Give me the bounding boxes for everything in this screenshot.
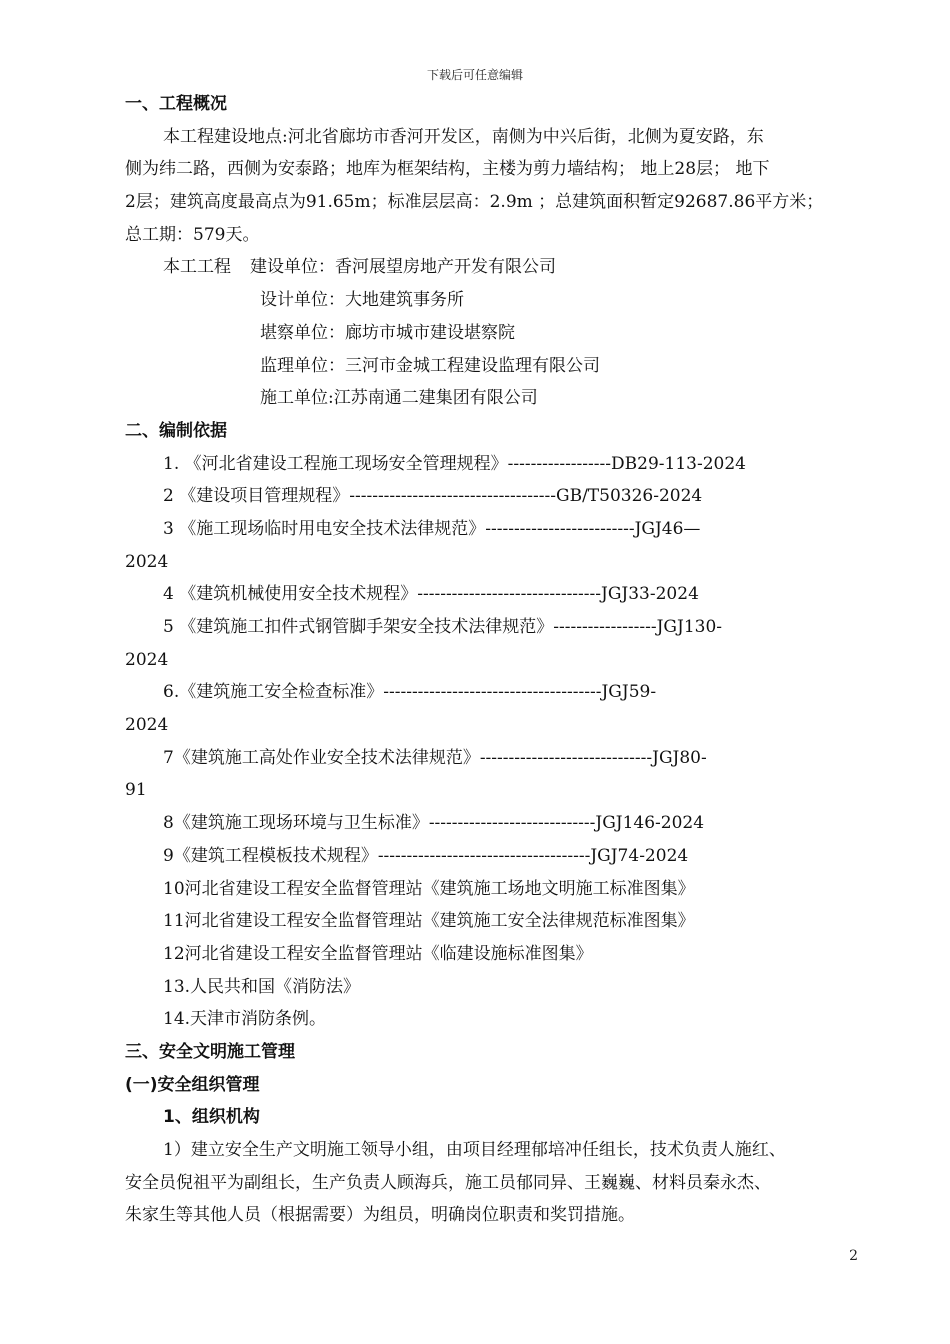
units-prefix: 本工工程	[163, 257, 231, 278]
reference-item: 2 《建设项目管理规程》------------------------------------GB/T50326-2024	[163, 486, 703, 507]
page-header: 下载后可任意编辑	[426, 68, 523, 82]
unit-item: 设计单位：大地建筑事务所	[260, 290, 464, 311]
reference-item: 12河北省建设工程安全监督管理站《临建设施标准图集》	[163, 943, 593, 964]
unit-item: 监理单位：三河市金城工程建设监理有限公司	[260, 355, 600, 376]
subsection-heading: 1、组织机构	[163, 1107, 260, 1128]
reference-item: 5 《建筑施工扣件式钢管脚手架安全技术法律规范》------------------JGJ130-	[163, 617, 723, 637]
paragraph-line: 1）建立安全生产文明施工领导小组，由项目经理郁培冲任组长，技术负责人施红、	[163, 1140, 786, 1160]
page-number: 2	[849, 1248, 858, 1264]
unit-row	[125, 251, 865, 284]
paragraph-line: 朱家生等其他人员（根据需要）为组员，明确岗位职责和奖罚措施。	[125, 1205, 635, 1226]
paragraph-line: 2层；建筑高度最高点为91.65m；标准层层高：2.9m ；总建筑面积暂定92687.86平方米；	[125, 192, 824, 213]
reference-item: 11河北省建设工程安全监督管理站《建筑施工安全法律规范标准图集》	[163, 911, 695, 932]
reference-item: 8《建筑施工现场环境与卫生标准》-----------------------------JGJ146-2024	[163, 813, 705, 834]
unit-item: 堪察单位：廊坊市城市建设堪察院	[260, 322, 515, 343]
reference-continuation: 2024	[125, 649, 169, 670]
reference-item: 13.人民共和国《消防法》	[163, 976, 361, 997]
reference-item: 4 《建筑机械使用安全技术规程》--------------------------------JGJ33-2024	[163, 584, 699, 605]
paragraph-line: 侧为纬二路，西侧为安泰路；地库为框架结构，主楼为剪力墙结构； 地上28层； 地下	[125, 159, 770, 180]
paragraph-line: 安全员倪祖平为副组长，生产负责人顾海兵，施工员郁同异、王巍巍、材料员秦永杰、	[125, 1172, 771, 1193]
document-body	[125, 88, 865, 1232]
reference-item: 7《建筑施工高处作业安全技术法律规范》------------------------------JGJ80-	[163, 747, 707, 768]
subsection-title: (一)安全组织管理	[125, 1074, 260, 1095]
reference-item: 10河北省建设工程安全监督管理站《建筑施工场地文明施工标准图集》	[163, 878, 695, 899]
reference-item: 3 《施工现场临时用电安全技术法律规范》--------------------------JGJ46—	[163, 518, 701, 539]
unit-item: 建设单位：香河展望房地产开发有限公司	[250, 257, 556, 278]
section-title: 一、工程概况	[125, 94, 227, 114]
section-title: 三、安全文明施工管理	[125, 1041, 295, 1062]
reference-item: 6.《建筑施工安全检查标准》--------------------------------------JGJ59-	[163, 682, 657, 703]
reference-continuation: 2024	[125, 551, 169, 572]
unit-item: 施工单位:江苏南通二建集团有限公司	[260, 388, 538, 409]
section-title: 二、编制依据	[125, 420, 227, 441]
paragraph-line: 本工程建设地点:河北省廊坊市香河开发区，南侧为中兴后街，北侧为夏安路，东	[163, 126, 764, 147]
paragraph-line: 总工期：579天。	[125, 224, 260, 245]
reference-continuation: 91	[125, 780, 147, 801]
reference-item: 9《建筑工程模板技术规程》-------------------------------------JGJ74-2024	[163, 845, 689, 866]
reference-item: 1. 《河北省建设工程施工现场安全管理规程》------------------DB29-113-2024	[163, 453, 746, 474]
reference-continuation: 2024	[125, 715, 169, 736]
reference-item: 14.天津市消防条例。	[163, 1009, 327, 1030]
